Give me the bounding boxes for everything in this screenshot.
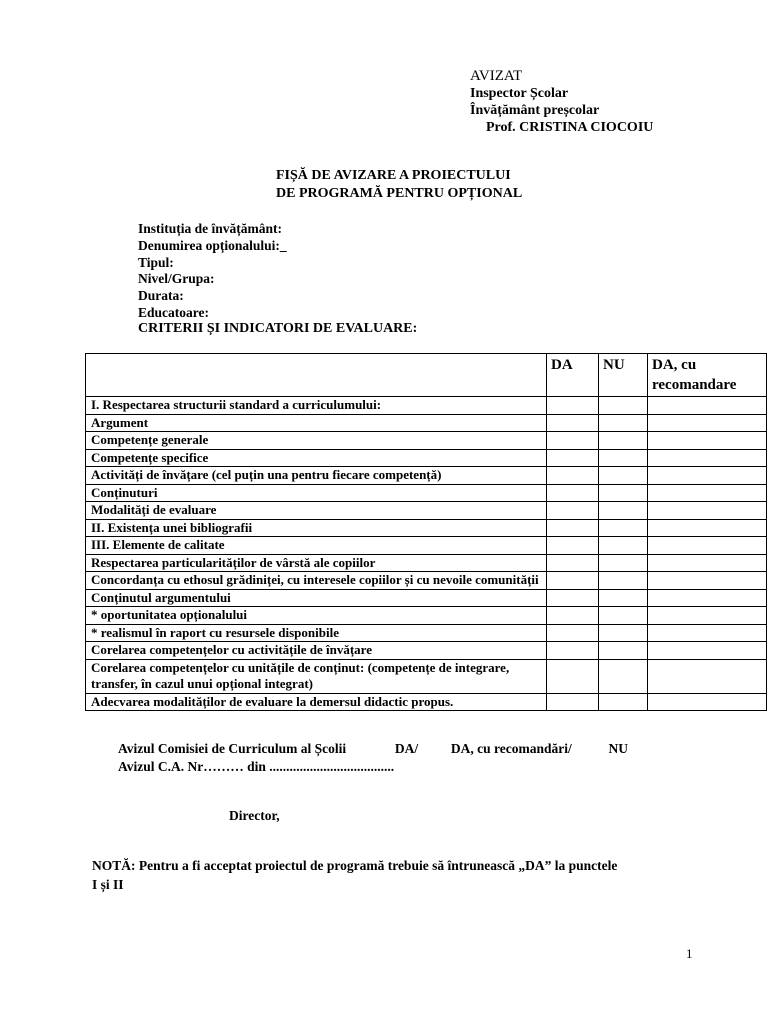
cell-nu[interactable] — [599, 484, 648, 502]
table-row — [86, 519, 767, 537]
criterion-cell: Conținuturi — [86, 484, 547, 502]
table-row — [86, 449, 767, 467]
criterion-cell: Corelarea competențelor cu activitățile de învățare — [86, 642, 547, 660]
board-opinion-line: Avizul C.A. Nr……… din ..................................... — [118, 759, 395, 774]
header-da: DA — [547, 354, 599, 397]
title-line-1: FIȘĂ DE AVIZARE A PROIECTULUI — [276, 168, 511, 183]
table-row — [86, 607, 767, 625]
cell-nu[interactable] — [599, 449, 648, 467]
header-criterion — [86, 354, 547, 397]
cell-da[interactable] — [547, 607, 599, 625]
director-signature-label: Director, — [229, 808, 280, 823]
cell-da-recommendation[interactable] — [648, 693, 767, 711]
cell-da-recommendation[interactable] — [648, 467, 767, 485]
cell-da-recommendation[interactable] — [648, 572, 767, 590]
cell-da[interactable] — [547, 572, 599, 590]
approval-domain: Învățământ preșcolar — [470, 103, 600, 118]
table-row — [86, 432, 767, 450]
cell-da-recommendation[interactable] — [648, 414, 767, 432]
cell-da-recommendation[interactable] — [648, 659, 767, 693]
cell-nu[interactable] — [599, 693, 648, 711]
table-row — [86, 397, 767, 415]
criterion-cell: II. Existența unei bibliografii — [86, 519, 547, 537]
cell-da-recommendation[interactable] — [648, 537, 767, 555]
table-header-row — [86, 354, 767, 397]
document-title — [276, 167, 522, 203]
cell-nu[interactable] — [599, 659, 648, 693]
cell-da-recommendation[interactable] — [648, 484, 767, 502]
criterion-cell: Respectarea particularităților de vârstă ale copiilor — [86, 554, 547, 572]
cell-da[interactable] — [547, 519, 599, 537]
cell-nu[interactable] — [599, 432, 648, 450]
cell-da[interactable] — [547, 589, 599, 607]
cell-da[interactable] — [547, 537, 599, 555]
criterion-cell: * realismul în raport cu resursele disponibile — [86, 624, 547, 642]
field-level-group: Nivel/Grupa: — [138, 271, 215, 287]
table-row — [86, 642, 767, 660]
cell-da[interactable] — [547, 397, 599, 415]
criterion-cell: Activități de învățare (cel puțin una pentru fiecare competență) — [86, 467, 547, 485]
committee-option-da: DA/ — [394, 741, 419, 756]
field-optional-name: Denumirea opționalului:_ — [138, 237, 287, 253]
field-type: Tipul: — [138, 254, 174, 270]
table-row — [86, 502, 767, 520]
table-row — [86, 659, 767, 693]
table-row — [86, 484, 767, 502]
committee-opinion-line — [118, 741, 628, 757]
criterion-cell: Adecvarea modalităților de evaluare la demersul didactic propus. — [86, 693, 547, 711]
cell-da-recommendation[interactable] — [648, 607, 767, 625]
evaluation-table — [85, 353, 767, 711]
cell-nu[interactable] — [599, 607, 648, 625]
field-teacher: Educatoare: — [138, 304, 209, 320]
table-row — [86, 537, 767, 555]
approval-name: Prof. CRISTINA CIOCOIU — [486, 120, 654, 135]
criteria-heading: CRITERII ȘI INDICATORI DE EVALUARE: — [138, 321, 418, 336]
page-number: 1 — [686, 946, 693, 961]
committee-option-nu: NU — [608, 741, 628, 756]
cell-nu[interactable] — [599, 414, 648, 432]
cell-da-recommendation[interactable] — [648, 502, 767, 520]
cell-nu[interactable] — [599, 397, 648, 415]
cell-da[interactable] — [547, 659, 599, 693]
criterion-cell: Competențe generale — [86, 432, 547, 450]
criterion-cell: Concordanța cu ethosul grădiniței, cu interesele copiilor și cu nevoile comunității — [86, 572, 547, 590]
cell-da[interactable] — [547, 484, 599, 502]
field-institution: Instituția de învățământ: — [138, 221, 283, 236]
criterion-cell: * oportunitatea opționalului — [86, 607, 547, 625]
cell-nu[interactable] — [599, 624, 648, 642]
cell-da[interactable] — [547, 502, 599, 520]
cell-da[interactable] — [547, 467, 599, 485]
approval-title: AVIZAT — [470, 68, 523, 84]
table-row — [86, 624, 767, 642]
note-line-1: NOTĂ: Pentru a fi acceptat proiectul de programă trebuie să întrunească „DA” la punctele — [92, 858, 618, 873]
committee-option-recommendations: DA, cu recomandări/ — [450, 741, 572, 756]
approval-role: Inspector Școlar — [470, 86, 569, 101]
cell-da-recommendation[interactable] — [648, 519, 767, 537]
title-line-2: DE PROGRAMĂ PENTRU OPȚIONAL — [276, 186, 523, 201]
cell-da[interactable] — [547, 554, 599, 572]
table-row — [86, 414, 767, 432]
cell-nu[interactable] — [599, 554, 648, 572]
criterion-cell: I. Respectarea structurii standard a curriculumului: — [86, 397, 547, 415]
info-fields — [138, 221, 287, 322]
criterion-cell: Competențe specifice — [86, 449, 547, 467]
note — [92, 856, 617, 894]
cell-nu[interactable] — [599, 589, 648, 607]
cell-da[interactable] — [547, 624, 599, 642]
table-row — [86, 589, 767, 607]
cell-da-recommendation[interactable] — [648, 397, 767, 415]
field-duration: Durata: — [138, 288, 184, 304]
cell-nu[interactable] — [599, 572, 648, 590]
cell-da-recommendation[interactable] — [648, 642, 767, 660]
criterion-cell: Modalități de evaluare — [86, 502, 547, 520]
cell-nu[interactable] — [599, 642, 648, 660]
cell-da-recommendation[interactable] — [648, 589, 767, 607]
cell-nu[interactable] — [599, 537, 648, 555]
header-da-recommendation: DA, cu recomandare — [648, 354, 767, 397]
cell-da[interactable] — [547, 642, 599, 660]
header-nu: NU — [599, 354, 648, 397]
table-row — [86, 467, 767, 485]
cell-da-recommendation[interactable] — [648, 449, 767, 467]
note-line-2: I și II — [92, 877, 124, 892]
cell-nu[interactable] — [599, 519, 648, 537]
cell-da-recommendation[interactable] — [648, 432, 767, 450]
cell-da-recommendation[interactable] — [648, 554, 767, 572]
committee-opinion-label: Avizul Comisiei de Curriculum al Școlii — [118, 741, 347, 756]
cell-nu[interactable] — [599, 502, 648, 520]
table-row — [86, 554, 767, 572]
criterion-cell: III. Elemente de calitate — [86, 537, 547, 555]
table-row — [86, 693, 767, 711]
criterion-cell: Conținutul argumentului — [86, 589, 547, 607]
cell-da[interactable] — [547, 432, 599, 450]
criterion-cell: Corelarea competențelor cu unitățile de conținut: (competențe de integrare, transfer, în cazul unui opțional integrat) — [86, 659, 547, 693]
cell-da[interactable] — [547, 693, 599, 711]
cell-da[interactable] — [547, 449, 599, 467]
criterion-cell: Argument — [86, 414, 547, 432]
cell-nu[interactable] — [599, 467, 648, 485]
approval-block — [470, 68, 653, 136]
cell-da[interactable] — [547, 414, 599, 432]
cell-da-recommendation[interactable] — [648, 624, 767, 642]
table-row — [86, 572, 767, 590]
